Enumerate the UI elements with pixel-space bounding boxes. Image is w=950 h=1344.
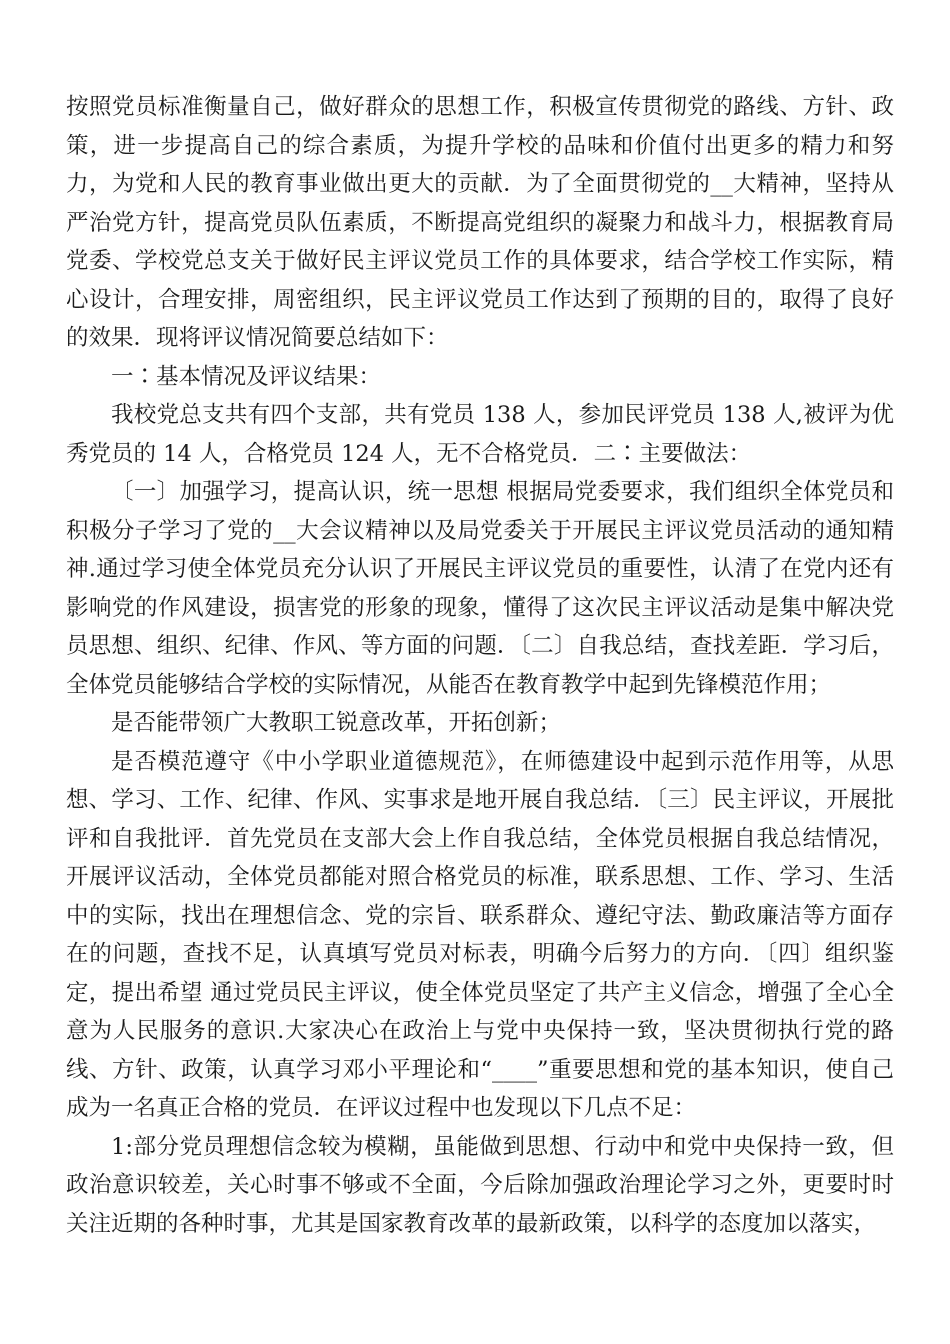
paragraph-reform: 是否能带领广大教职工锐意改革，开拓创新； (111, 710, 562, 736)
paragraph-basic-situation: 我校党总支共有四个支部，共有党员 138 人，参加民评党员 138 人,被评为优秀党员的 14 人，合格党员 124 人，无不合格党员．二∶主要做法： (66, 402, 894, 467)
paragraph-evaluation: 是否模范遵守《中小学职业道德规范》，在师德建设中起到示范作用等，从思想、学习、工作、纪律、作风、实事求是地开展自我总结．〔三〕民主评议，开展批评和自我批评．首先党员在支部大会上作自我总结，全体党员根据自我总结情况，开展评议活动，全体党员都能对照合格党员的标准，联系思想、工作、学习、生活中的实际，找出在理想信念、党的宗旨、联系群众、遵纪守法、勤政廉洁等方面存在的问题，查找不足，认真填写党员对标表，明确今后努力的方向．〔四〕组织鉴定，提出希望 通过党员民主评议，使全体党员坚定了共产主义信念，增强了全心全意为人民服务的意识.大家决心在政治上与党中央保持一致，坚决贯彻执行党的路线、方针、政策，认真学习邓小平理论和“____”重要思想和党的基本知识，使自己成为一名真正合格的党员．在评议过程中也发现以下几点不足： (66, 748, 894, 1121)
paragraph-shortcoming-1: 1:部分党员理想信念较为模糊，虽能做到思想、行动中和党中央保持一致，但政治意识较差，关心时事不够或不全面，今后除加强政治理论学习之外，更要时时关注近期的各种时事，尤其是国家教育改革的最新政策，以科学的态度加以落实， (66, 1133, 894, 1237)
paragraph-section-1-heading: 一∶基本情况及评议结果： (111, 363, 382, 390)
paragraph-intro: 按照党员标准衡量自己，做好群众的思想工作，积极宣传贯彻党的路线、方针、政策，进一步提高自己的综合素质，为提升学校的品味和价值付出更多的精力和努力，为党和人民的教育事业做出更大的贡献．为了全面贯彻党的__大精神，坚持从严治党方针，提高党员队伍素质，不断提高党组织的凝聚力和战斗力，根据教育局党委、学校党总支关于做好民主评议党员工作的具体要求，结合学校工作实际，精心设计，合理安排，周密组织，民主评议党员工作达到了预期的目的，取得了良好的效果．现将评议情况简要总结如下： (66, 94, 894, 351)
paragraph-study: 〔一〕加强学习，提高认识，统一思想 根据局党委要求，我们组织全体党员和积极分子学习了党的__大会议精神以及局党委关于开展民主评议党员活动的通知精神.通过学习使全体党员充分认识了开展民主评议党员的重要性，认清了在党内还有影响党的作风建设，损害党的形象的现象，懂得了这次民主评议活动是集中解决党员思想、组织、纪律、作风、等方面的问题．〔二〕自我总结，查找差距．学习后，全体党员能够结合学校的实际情况，从能否在教育教学中起到先锋模范作用； (66, 479, 894, 698)
document-page (66, 88, 894, 1243)
